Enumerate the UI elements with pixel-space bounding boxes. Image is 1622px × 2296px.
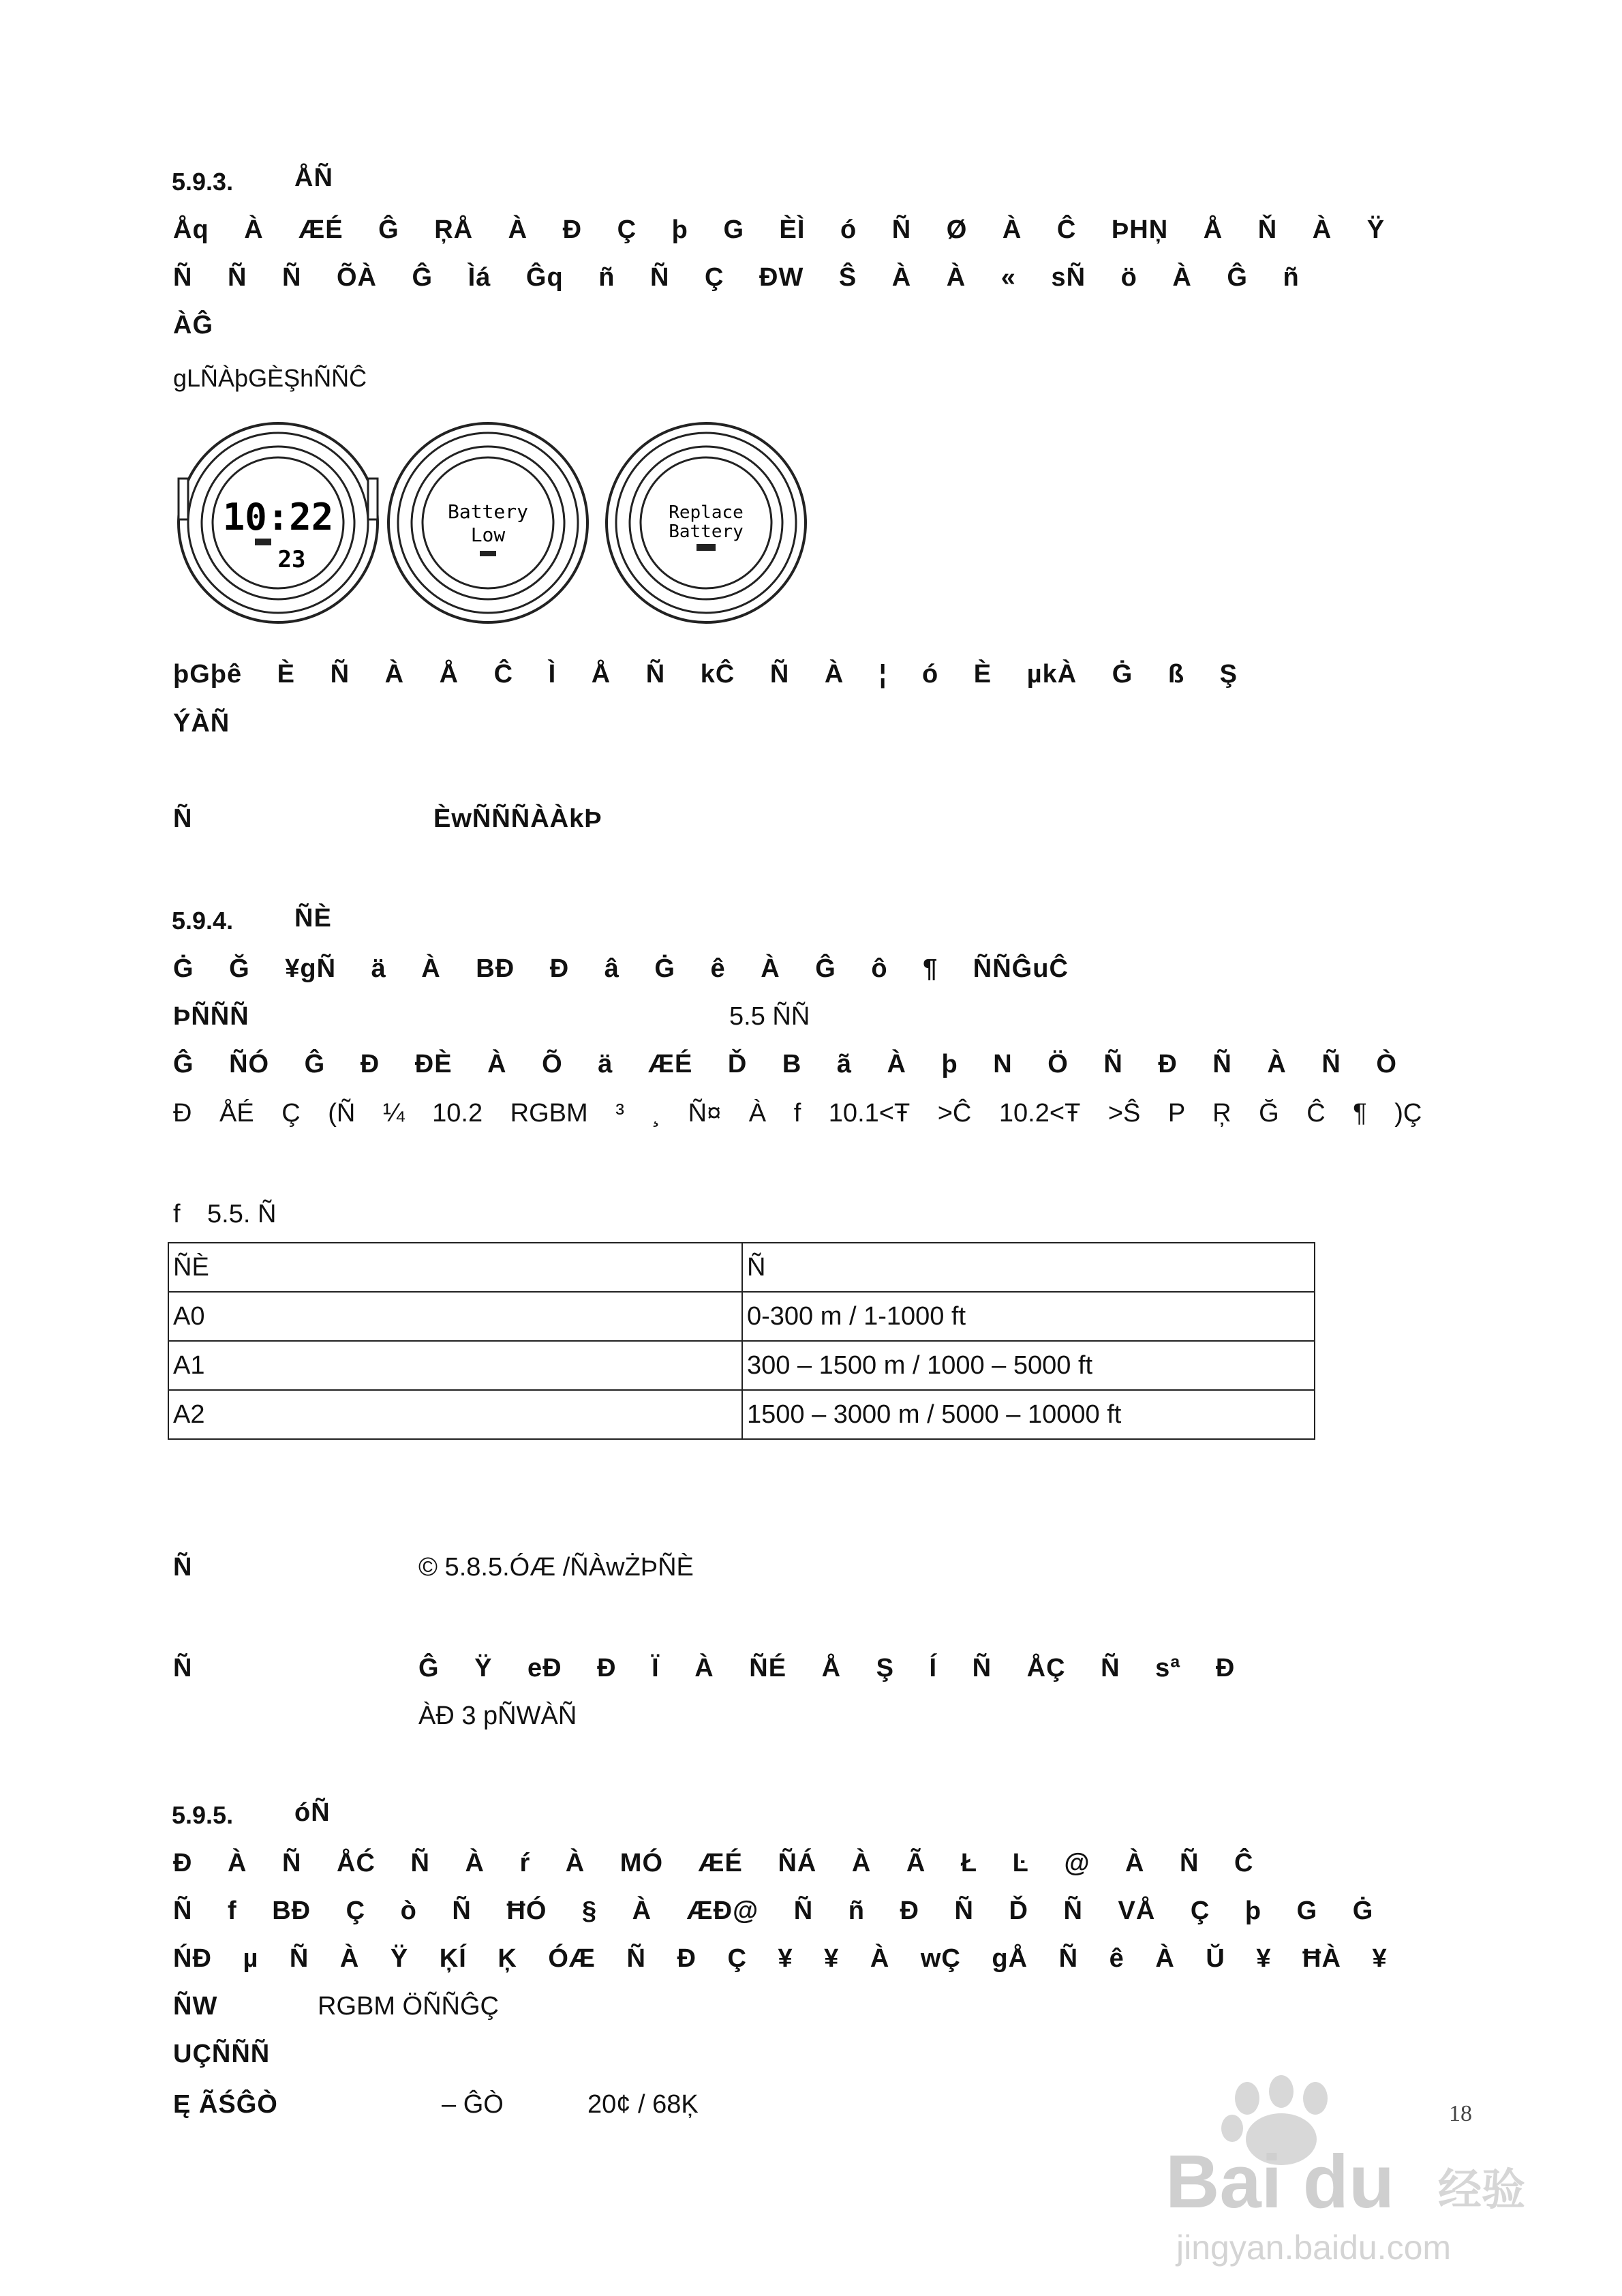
table-caption-mark: f xyxy=(173,1200,181,1228)
section-5-9-5-title: óÑ xyxy=(294,1798,331,1827)
table-row xyxy=(168,1341,1315,1390)
para-595-line2: Ñ f BÐ Ç ò Ñ ĦÓ § À ÆÐ@ Ñ ñ Ð Ñ Ď Ñ VÅ Ç þ G Ġ xyxy=(173,1897,1374,1925)
para-593-line2: Ñ Ñ Ñ ÕÀ Ĝ Ìá Ĝq ñ Ñ Ç ÐW Ŝ À À « sÑ ö À Ĝ ñ xyxy=(173,263,1300,292)
table-header-row xyxy=(168,1243,1315,1292)
table-header-cell: Ñ xyxy=(742,1243,1315,1292)
warning-line1: Ĝ Ÿ eÐ Ð Ï À ÑÉ Å Ş Í Ñ ÅÇ Ñ sª Ð xyxy=(418,1654,1236,1682)
note-text-1: ÈwÑÑÑÀÀkÞ xyxy=(433,804,602,833)
para-594-line4: Ð ÅÉ Ç (Ñ ¼ 10.2 RGBM ³ ¸ Ñ¤ À f 10.1<Ŧ >Ĉ 10.2<Ŧ >Ŝ P Ŗ Ğ Ĉ ¶ )Ç xyxy=(173,1099,1422,1128)
table-cell: A0 xyxy=(168,1292,742,1341)
para-593-line3: ÀĜ xyxy=(173,311,213,339)
watch2-line2: Low xyxy=(470,524,506,546)
table-row xyxy=(168,1390,1315,1439)
note-mark-2: Ñ xyxy=(173,1553,193,1582)
watch-face-time xyxy=(179,423,378,622)
para-594-line2-right: 5.5 ÑÑ xyxy=(729,1002,810,1031)
table-cell: 0-300 m / 1-1000 ft xyxy=(742,1292,1315,1341)
watch-face-replace-battery xyxy=(607,423,806,622)
after-watches-line1: þGþê È Ñ À Å Ĉ Ì Å Ñ kĈ Ñ À ¦ ó È µkÀ Ġ ß Ş xyxy=(173,660,1238,689)
note-text-2: © 5.8.5.ÓÆ /ÑÀwŻÞÑÈ xyxy=(418,1553,694,1582)
watch3-line1: Replace xyxy=(669,502,744,523)
table-cell: 300 – 1500 m / 1000 – 5000 ft xyxy=(742,1341,1315,1390)
watch1-line2: 23 xyxy=(277,546,306,573)
para-595-line4a: ÑW xyxy=(173,1992,218,2021)
watch-figure xyxy=(174,417,815,629)
watch1-line1: 10:22 xyxy=(222,496,334,539)
section-5-9-4-title: ÑÈ xyxy=(294,904,332,933)
section-5-9-3-title: ÅÑ xyxy=(294,164,333,192)
watch2-line1: Battery xyxy=(447,500,529,523)
table-cell: A2 xyxy=(168,1390,742,1439)
table-header-cell: ÑÈ xyxy=(168,1243,742,1292)
watch-face-battery-low xyxy=(388,423,587,622)
watermark-sub: jingyan.baidu.com xyxy=(1176,2229,1452,2267)
para-595-line5: UÇÑÑÑ xyxy=(173,2040,271,2068)
warning-mark: Ñ xyxy=(173,1654,193,1682)
para-595-line4b: RGBM ÖÑÑĜÇ xyxy=(318,1992,499,2021)
note-mark-1: Ñ xyxy=(173,804,193,833)
watch3-line2: Battery xyxy=(669,522,744,542)
page-number: 18 xyxy=(1449,2101,1472,2126)
watermark-brand: Bai du xyxy=(1165,2140,1395,2224)
table-cell: 1500 – 3000 m / 5000 – 10000 ft xyxy=(742,1390,1315,1439)
para-595-line6c: 20¢ / 68Ķ xyxy=(587,2090,699,2119)
section-5-9-3-number: 5.9.3. xyxy=(172,168,234,196)
para-594-line3: Ĝ ÑÓ Ĝ Ð ÐÈ À Õ ä ÆÉ Ď B ã À þ N Ö Ñ Ð Ñ À Ñ Ò xyxy=(173,1050,1397,1078)
baidu-watermark xyxy=(1152,2071,1533,2276)
para-594-line2-left: ÞÑÑÑ xyxy=(173,1002,249,1031)
section-5-9-4-number: 5.9.4. xyxy=(172,907,234,935)
para-593-line1: Åq À ÆÉ Ĝ ŖÅ À Ð Ç þ G ÈÌ ó Ñ Ø À Ĉ ÞHŅ Å Ň À Ÿ xyxy=(173,215,1386,244)
table-caption: 5.5. Ñ xyxy=(207,1200,277,1228)
watermark-cn: 经验 xyxy=(1438,2165,1525,2216)
figure-caption: gLÑÀþGÈŞhÑÑĈ xyxy=(173,364,367,392)
section-5-9-5-number: 5.9.5. xyxy=(172,1801,234,1829)
table-cell: A1 xyxy=(168,1341,742,1390)
para-594-line1: Ġ Ğ ¥gÑ ä À BÐ Ð â Ġ ê À Ĝ ô ¶ ÑÑĜuĈ xyxy=(173,954,1069,983)
para-595-line6a: Ę ÃŚĜÒ xyxy=(173,2090,278,2119)
warning-line2: ÀÐ 3 pÑWÀÑ xyxy=(418,1702,577,1730)
table-row xyxy=(168,1292,1315,1341)
para-595-line1: Ð À Ñ ÅĆ Ñ À ŕ À MÓ ÆÉ ÑÁ À Ã Ł Ŀ @ À Ñ Ĉ xyxy=(173,1849,1254,1877)
para-595-line3: ŃÐ µ Ñ À Ÿ ĶÍ Ķ ÓÆ Ñ Ð Ç ¥ ¥ À wÇ gÅ Ñ ê À Ŭ ¥ ĦÀ ¥ xyxy=(173,1944,1388,1973)
after-watches-line2: ÝÀÑ xyxy=(173,709,230,738)
altitude-table xyxy=(168,1242,1315,1440)
para-595-line6b: – ĜÒ xyxy=(442,2090,504,2119)
